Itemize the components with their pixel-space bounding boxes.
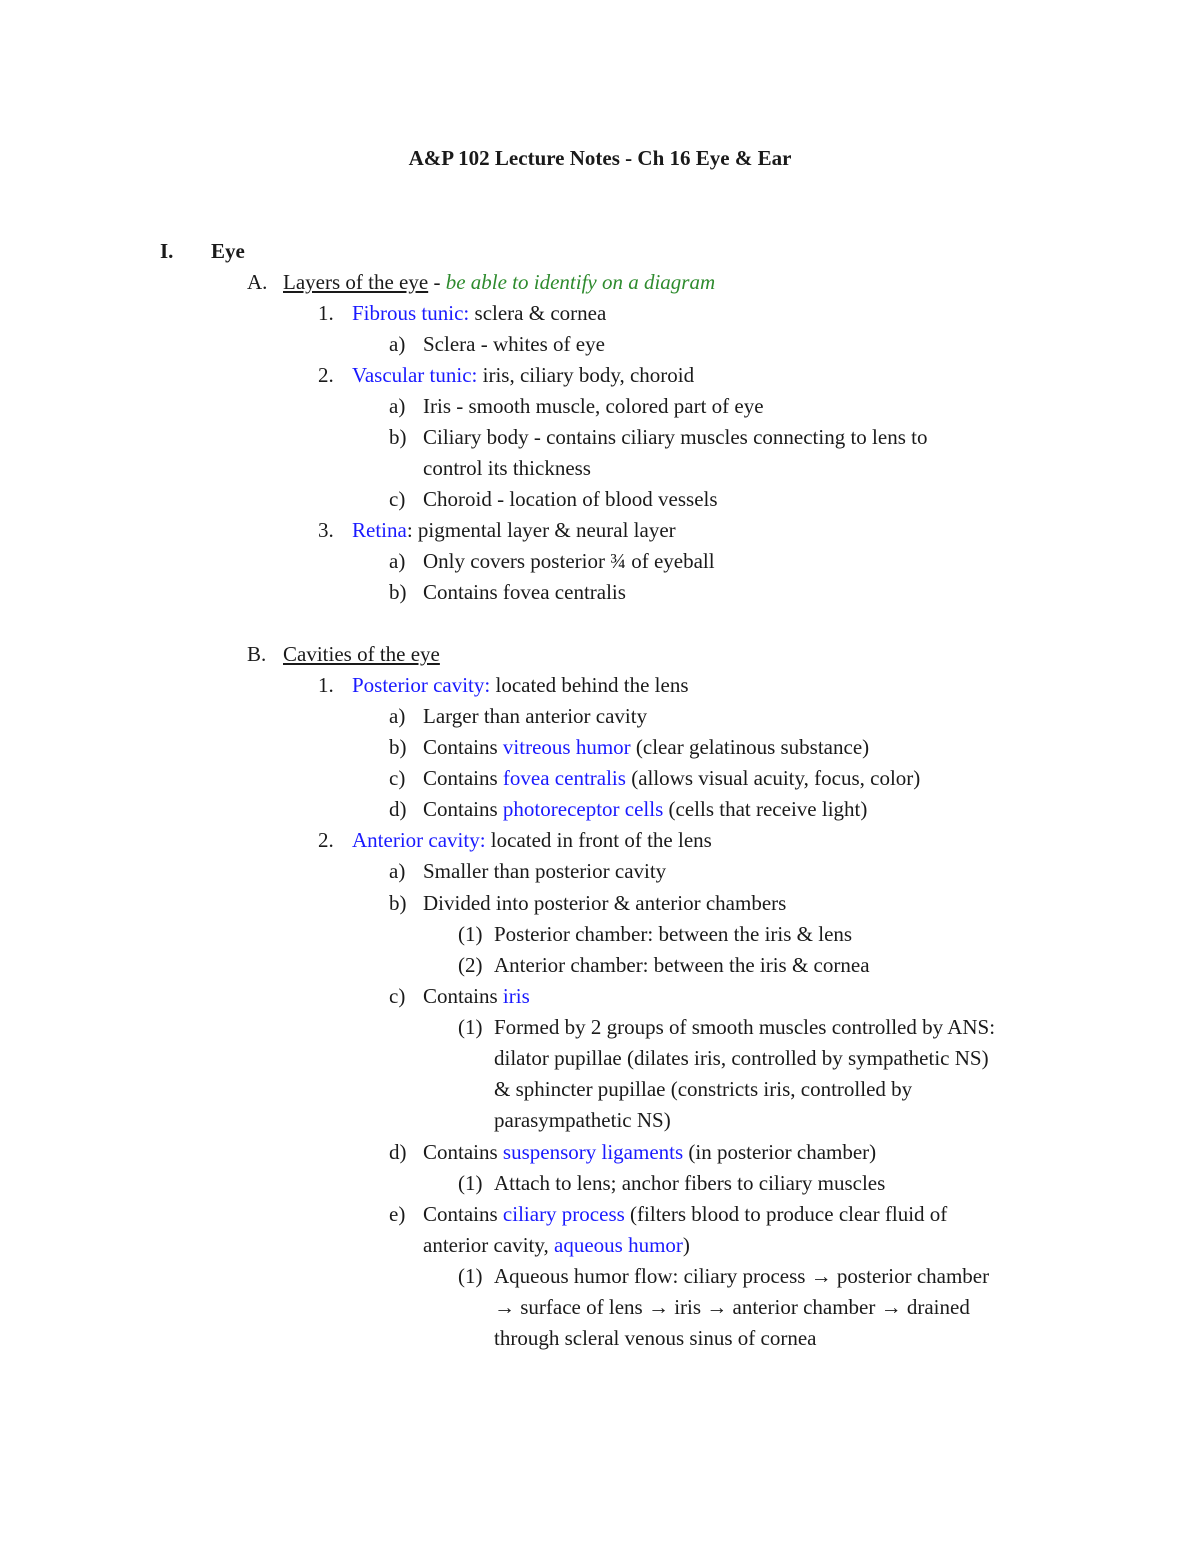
term-vitreous-humor: vitreous humor: [502, 735, 631, 759]
item-text: Contains: [423, 1202, 503, 1226]
list-item-continuation: through scleral venous sinus of cornea: [494, 1326, 817, 1350]
list-item: Sclera - whites of eye: [423, 332, 605, 356]
list-item-continuation: control its thickness: [423, 456, 591, 480]
list-item: [423, 799, 867, 820]
item-text: Contains: [423, 766, 503, 790]
term-posterior-cavity: Posterior cavity:: [352, 673, 491, 697]
list-item: Larger than anterior cavity: [423, 704, 648, 728]
list-item: Posterior chamber: between the iris & lens: [494, 922, 853, 946]
list-item: [423, 1204, 947, 1225]
term-retina: Retina: [352, 518, 407, 542]
term-aqueous-humor: aqueous humor: [554, 1233, 683, 1257]
list-item: [352, 520, 676, 541]
list-marker: 3.: [318, 518, 334, 542]
list-item: Attach to lens; anchor fibers to ciliary muscles: [494, 1171, 886, 1195]
list-marker: 2.: [318, 828, 334, 852]
list-marker: a): [389, 332, 406, 356]
list-marker: b): [389, 891, 407, 915]
list-item: Contains fovea centralis: [423, 580, 626, 604]
list-item: [352, 365, 694, 386]
item-text: (allows visual acuity, focus, color): [625, 766, 921, 790]
item-text: sclera & cornea: [469, 301, 607, 325]
list-item-continuation: [423, 1235, 690, 1256]
list-item: [352, 830, 712, 851]
item-text: Contains: [423, 984, 503, 1008]
separator: -: [428, 270, 446, 294]
subsection-a-line: [283, 272, 715, 293]
list-marker: c): [389, 487, 406, 511]
list-marker: a): [389, 394, 406, 418]
term-iris: iris: [502, 984, 530, 1008]
list-item-continuation: dilator pupillae (dilates iris, controlled by sympathetic NS): [494, 1046, 989, 1070]
item-text: (filters blood to produce clear fluid of: [624, 1202, 948, 1226]
list-item-continuation: → surface of lens → iris → anterior chamber → drained: [494, 1295, 970, 1319]
list-item: [423, 986, 530, 1007]
list-item-continuation: & sphincter pupillae (constricts iris, controlled by: [494, 1077, 913, 1101]
list-item: Ciliary body - contains ciliary muscles connecting to lens to: [423, 425, 928, 449]
item-text: Contains: [423, 1140, 503, 1164]
item-text: : pigmental layer & neural layer: [406, 518, 676, 542]
list-marker: d): [389, 1140, 407, 1164]
list-item: Smaller than posterior cavity: [423, 859, 667, 883]
term-ciliary-process: ciliary process: [502, 1202, 625, 1226]
list-marker: (1): [458, 922, 483, 946]
list-marker: 1.: [318, 301, 334, 325]
list-item: [423, 1142, 876, 1163]
list-item: [423, 737, 869, 758]
list-item: [423, 768, 920, 789]
list-marker: b): [389, 735, 407, 759]
list-item-continuation: parasympathetic NS): [494, 1108, 671, 1132]
list-item: Iris - smooth muscle, colored part of eye: [423, 394, 764, 418]
list-item: Anterior chamber: between the iris & cornea: [494, 953, 870, 977]
item-text: Contains: [423, 735, 503, 759]
subsection-marker-a: A.: [247, 270, 268, 294]
list-marker: (2): [458, 953, 483, 977]
list-item: Formed by 2 groups of smooth muscles controlled by ANS:: [494, 1015, 996, 1039]
term-fovea-centralis: fovea centralis: [502, 766, 626, 790]
list-marker: c): [389, 984, 406, 1008]
list-marker: 1.: [318, 673, 334, 697]
diagram-note: be able to identify on a diagram: [445, 270, 716, 294]
item-text: (clear gelatinous substance): [630, 735, 870, 759]
term-fibrous-tunic: Fibrous tunic:: [352, 301, 470, 325]
item-text: ): [682, 1233, 690, 1257]
list-item: Only covers posterior ¾ of eyeball: [423, 549, 715, 573]
list-item: [352, 303, 606, 324]
list-item: Choroid - location of blood vessels: [423, 487, 718, 511]
subsection-heading-layers: Layers of the eye: [283, 270, 429, 294]
list-marker: e): [389, 1202, 406, 1226]
list-marker: a): [389, 859, 406, 883]
list-marker: b): [389, 580, 407, 604]
term-suspensory-ligaments: suspensory ligaments: [502, 1140, 684, 1164]
subsection-marker-b: B.: [247, 642, 267, 666]
list-item: Divided into posterior & anterior chambers: [423, 891, 787, 915]
item-text: (in posterior chamber): [683, 1140, 877, 1164]
list-item: [352, 675, 689, 696]
term-photoreceptor-cells: photoreceptor cells: [502, 797, 664, 821]
list-marker: b): [389, 425, 407, 449]
section-heading-eye: Eye: [211, 239, 245, 263]
list-item: Aqueous humor flow: ciliary process → posterior chamber: [494, 1264, 990, 1288]
item-text: (cells that receive light): [663, 797, 868, 821]
item-text: anterior cavity,: [423, 1233, 554, 1257]
list-marker: (1): [458, 1015, 483, 1039]
term-vascular-tunic: Vascular tunic:: [352, 363, 478, 387]
item-text: located in front of the lens: [485, 828, 712, 852]
page-title: A&P 102 Lecture Notes - Ch 16 Eye & Ear: [408, 146, 792, 170]
term-anterior-cavity: Anterior cavity:: [352, 828, 486, 852]
list-marker: c): [389, 766, 406, 790]
list-marker: d): [389, 797, 407, 821]
section-marker: I.: [160, 239, 174, 263]
item-text: located behind the lens: [490, 673, 689, 697]
list-marker: a): [389, 549, 406, 573]
list-marker: (1): [458, 1264, 483, 1288]
item-text: Contains: [423, 797, 503, 821]
subsection-heading-cavities: Cavities of the eye: [283, 642, 440, 666]
list-marker: a): [389, 704, 406, 728]
list-marker: (1): [458, 1171, 483, 1195]
list-marker: 2.: [318, 363, 334, 387]
item-text: iris, ciliary body, choroid: [477, 363, 695, 387]
